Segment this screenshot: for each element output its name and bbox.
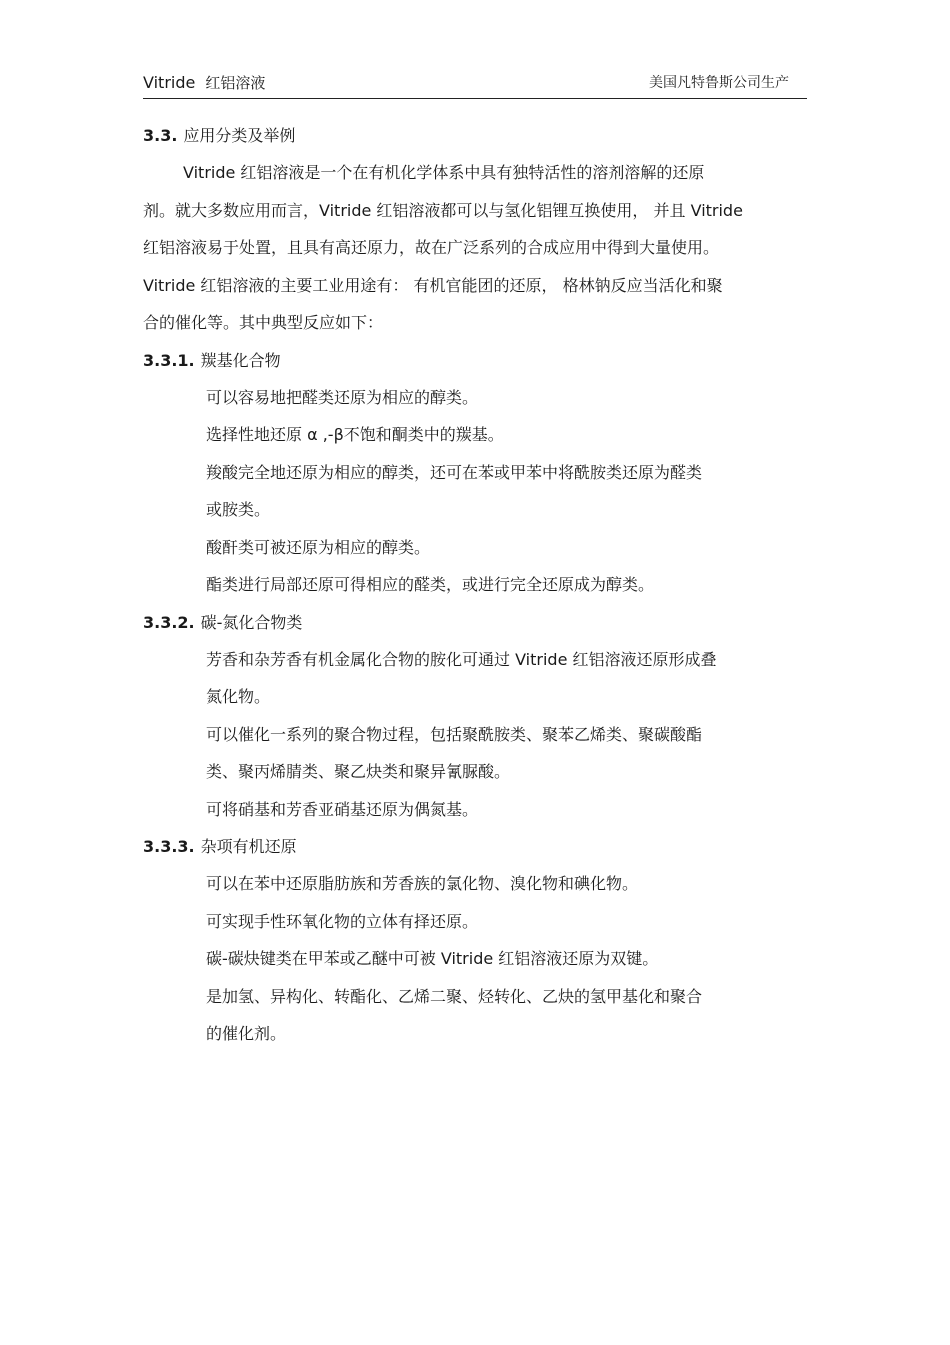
section-number: 3.3.3. (143, 837, 195, 856)
section-title: 羰基化合物 (200, 351, 281, 370)
section-heading-3-3-3 (143, 836, 297, 858)
list-item: 氮化物。 (206, 687, 271, 706)
header-product-name: Vitride (143, 73, 196, 92)
section-title: 杂项有机还原 (200, 837, 297, 856)
list-item: 的催化剂。 (206, 1024, 287, 1043)
list-item: 选择性地还原 α ,-β不饱和酮类中的羰基。 (206, 425, 504, 444)
list-item: 酯类进行局部还原可得相应的醛类，或进行完全还原成为醇类。 (206, 575, 655, 594)
section-title: 应用分类及举例 (183, 126, 296, 145)
section-heading-3-3-2 (143, 612, 302, 634)
list-item: 芳香和杂芳香有机金属化合物的胺化可通过 Vitride 红铝溶液还原形成叠 (206, 650, 717, 669)
page-header (143, 68, 807, 99)
section-number: 3.3. (143, 126, 178, 145)
list-item: 或胺类。 (206, 500, 271, 519)
intro-line: 合的催化等。其中典型反应如下： (143, 313, 384, 332)
list-item: 羧酸完全地还原为相应的醇类，还可在苯或甲苯中将酰胺类还原为醛类 (206, 463, 703, 482)
list-item: 类、聚丙烯腈类、聚乙炔类和聚异氰脲酸。 (206, 762, 511, 781)
intro-line: 剂。就大多数应用而言，Vitride 红铝溶液都可以与氢化铝锂互换使用， 并且 Vitride (143, 201, 743, 220)
list-item: 碳-碳炔键类在甲苯或乙醚中可被 Vitride 红铝溶液还原为双键。 (206, 949, 659, 968)
header-product-cn: 红铝溶液 (205, 74, 266, 92)
list-item: 酸酐类可被还原为相应的醇类。 (206, 538, 431, 557)
list-item: 可以容易地把醛类还原为相应的醇类。 (206, 388, 479, 407)
section-title: 碳-氮化合物类 (200, 613, 303, 632)
list-item: 是加氢、异构化、转酯化、乙烯二聚、烃转化、乙炔的氢甲基化和聚合 (206, 987, 703, 1006)
intro-line: 红铝溶液易于处置，且具有高还原力，故在广泛系列的合成应用中得到大量使用。 (143, 238, 720, 257)
list-item: 可将硝基和芳香亚硝基还原为偶氮基。 (206, 800, 479, 819)
list-item: 可以催化一系列的聚合物过程，包括聚酰胺类、聚苯乙烯类、聚碳酸酯 (206, 725, 703, 744)
section-heading-3-3-1 (143, 350, 281, 372)
section-number: 3.3.1. (143, 351, 195, 370)
intro-line: Vitride 红铝溶液是一个在有机化学体系中具有独特活性的溶剂溶解的还原 (183, 163, 705, 182)
list-item: 可实现手性环氧化物的立体有择还原。 (206, 912, 479, 931)
intro-line: Vitride 红铝溶液的主要工业用途有： 有机官能团的还原， 格林钠反应当活化和聚 (143, 276, 723, 295)
section-number: 3.3.2. (143, 613, 195, 632)
header-manufacturer: 美国凡特鲁斯公司生产 (649, 75, 789, 91)
section-heading-3-3 (143, 125, 295, 147)
list-item: 可以在苯中还原脂肪族和芳香族的氯化物、溴化物和碘化物。 (206, 874, 639, 893)
header-title (143, 72, 265, 93)
